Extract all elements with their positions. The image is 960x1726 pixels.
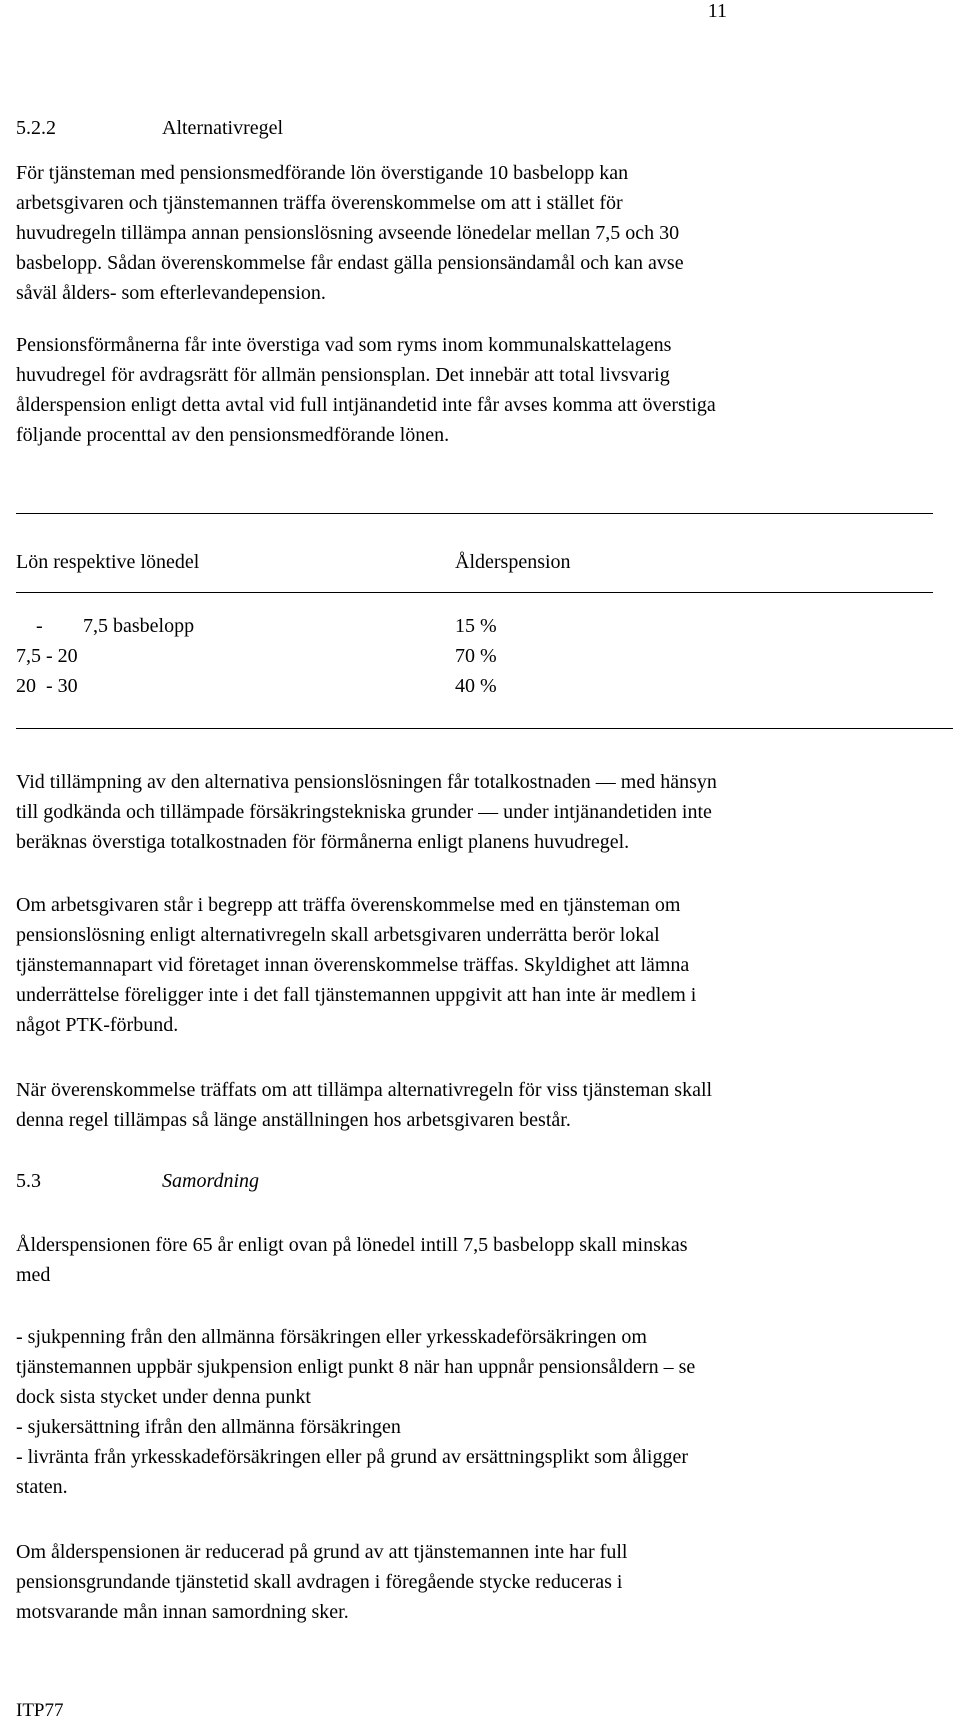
- table-top-rule: [16, 513, 933, 514]
- table-cell-pension: 70 %: [455, 645, 497, 667]
- footer-label: ITP77: [16, 1700, 64, 1721]
- section-5-2-2-title: Alternativregel: [162, 117, 284, 139]
- section-5-3-title: Samordning: [162, 1170, 260, 1192]
- section-5-3-number: 5.3: [16, 1170, 41, 1192]
- list-line: - sjukersättning ifrån den allmänna försäkringen: [16, 1416, 401, 1438]
- paragraph-line: Om ålderspensionen är reducerad på grund av att tjänstemannen inte har full: [16, 1541, 628, 1563]
- paragraph-line: Ålderspensionen före 65 år enligt ovan på lönedel intill 7,5 basbelopp skall minskas: [16, 1234, 688, 1256]
- section-5-2-2-number: 5.2.2: [16, 117, 56, 139]
- paragraph-line: Vid tillämpning av den alternativa pensionslösningen får totalkostnaden — med hänsyn: [16, 771, 717, 793]
- page-number: 11: [707, 0, 727, 22]
- list-line: tjänstemannen uppbär sjukpension enligt punkt 8 när han uppnår pensionsåldern – se: [16, 1356, 696, 1378]
- paragraph-4: [16, 890, 960, 1040]
- paragraph-line: ålderspension enligt detta avtal vid full intjänandetid inte får avses komma att överstiga: [16, 394, 716, 416]
- paragraph-line: När överenskommelse träffats om att tillämpa alternativregeln för viss tjänsteman skall: [16, 1079, 713, 1101]
- paragraph-8: [16, 1537, 960, 1627]
- table-cell-range: 7,5 - 20: [16, 645, 78, 667]
- paragraph-3: [16, 767, 960, 857]
- table-cell-range: 20 - 30: [16, 675, 78, 697]
- paragraph-line: tjänstemannapart vid företaget innan överenskommelse träffas. Skyldighet att lämna: [16, 954, 690, 976]
- table-cell-pension: 40 %: [455, 675, 497, 697]
- paragraph-line: pensionsgrundande tjänstetid skall avdragen i föregående stycke reduceras i: [16, 1571, 623, 1593]
- paragraph-line: huvudregeln tillämpa annan pensionslösning avseende lönedelar mellan 7,5 och 30: [16, 222, 680, 244]
- table-row-prefix: -: [36, 615, 43, 637]
- list-line: - livränta från yrkesskadeförsäkringen eller på grund av ersättningsplikt som åligger: [16, 1446, 689, 1468]
- table-cell-pension: 15 %: [455, 615, 497, 637]
- paragraph-line: såväl ålders- som efterlevandepension.: [16, 282, 326, 304]
- paragraph-6: [16, 1230, 960, 1290]
- paragraph-line: denna regel tillämpas så länge anställningen hos arbetsgivaren består.: [16, 1109, 571, 1131]
- paragraph-line: Om arbetsgivaren står i begrepp att träffa överenskommelse med en tjänsteman om: [16, 894, 681, 916]
- paragraph-7-list: [16, 1322, 960, 1502]
- paragraph-line: följande procenttal av den pensionsmedförande lönen.: [16, 424, 450, 446]
- paragraph-line: arbetsgivaren och tjänstemannen träffa överenskommelse om att i stället för: [16, 192, 623, 214]
- paragraph-1: [16, 158, 960, 308]
- paragraph-5: [16, 1075, 960, 1135]
- paragraph-line: pensionslösning enligt alternativregeln skall arbetsgivaren underrätta berör lokal: [16, 924, 660, 946]
- paragraph-line: något PTK-förbund.: [16, 1014, 179, 1036]
- paragraph-2: [16, 330, 960, 450]
- paragraph-line: basbelopp. Sådan överenskommelse får endast gälla pensionsändamål och kan avse: [16, 252, 684, 274]
- table-header-pension: Ålderspension: [455, 551, 571, 573]
- list-line: - sjukpenning från den allmänna försäkringen eller yrkesskadeförsäkringen om: [16, 1326, 647, 1348]
- paragraph-line: Pensionsförmånerna får inte överstiga vad som ryms inom kommunalskattelagens: [16, 334, 672, 356]
- paragraph-line: huvudregel för avdragsrätt för allmän pensionsplan. Det innebär att total livsvarig: [16, 364, 670, 386]
- paragraph-line: underrättelse föreligger inte i det fall tjänstemannen uppgivit att han inte är medlem i: [16, 984, 697, 1006]
- paragraph-line: För tjänsteman med pensionsmedförande lön överstigande 10 basbelopp kan: [16, 162, 629, 184]
- list-line: staten.: [16, 1476, 68, 1498]
- paragraph-line: till godkända och tillämpade försäkringstekniska grunder — under intjänandetiden inte: [16, 801, 712, 823]
- list-line: dock sista stycket under denna punkt: [16, 1386, 311, 1408]
- table-cell-range: 7,5 basbelopp: [83, 615, 195, 637]
- paragraph-line: motsvarande mån innan samordning sker.: [16, 1601, 349, 1623]
- table-header-rule: [16, 592, 933, 593]
- table-bottom-rule: [16, 728, 953, 729]
- paragraph-line: beräknas överstiga totalkostnaden för förmånerna enligt planens huvudregel.: [16, 831, 630, 853]
- table-header-salary: Lön respektive lönedel: [16, 551, 200, 573]
- paragraph-line: med: [16, 1264, 51, 1286]
